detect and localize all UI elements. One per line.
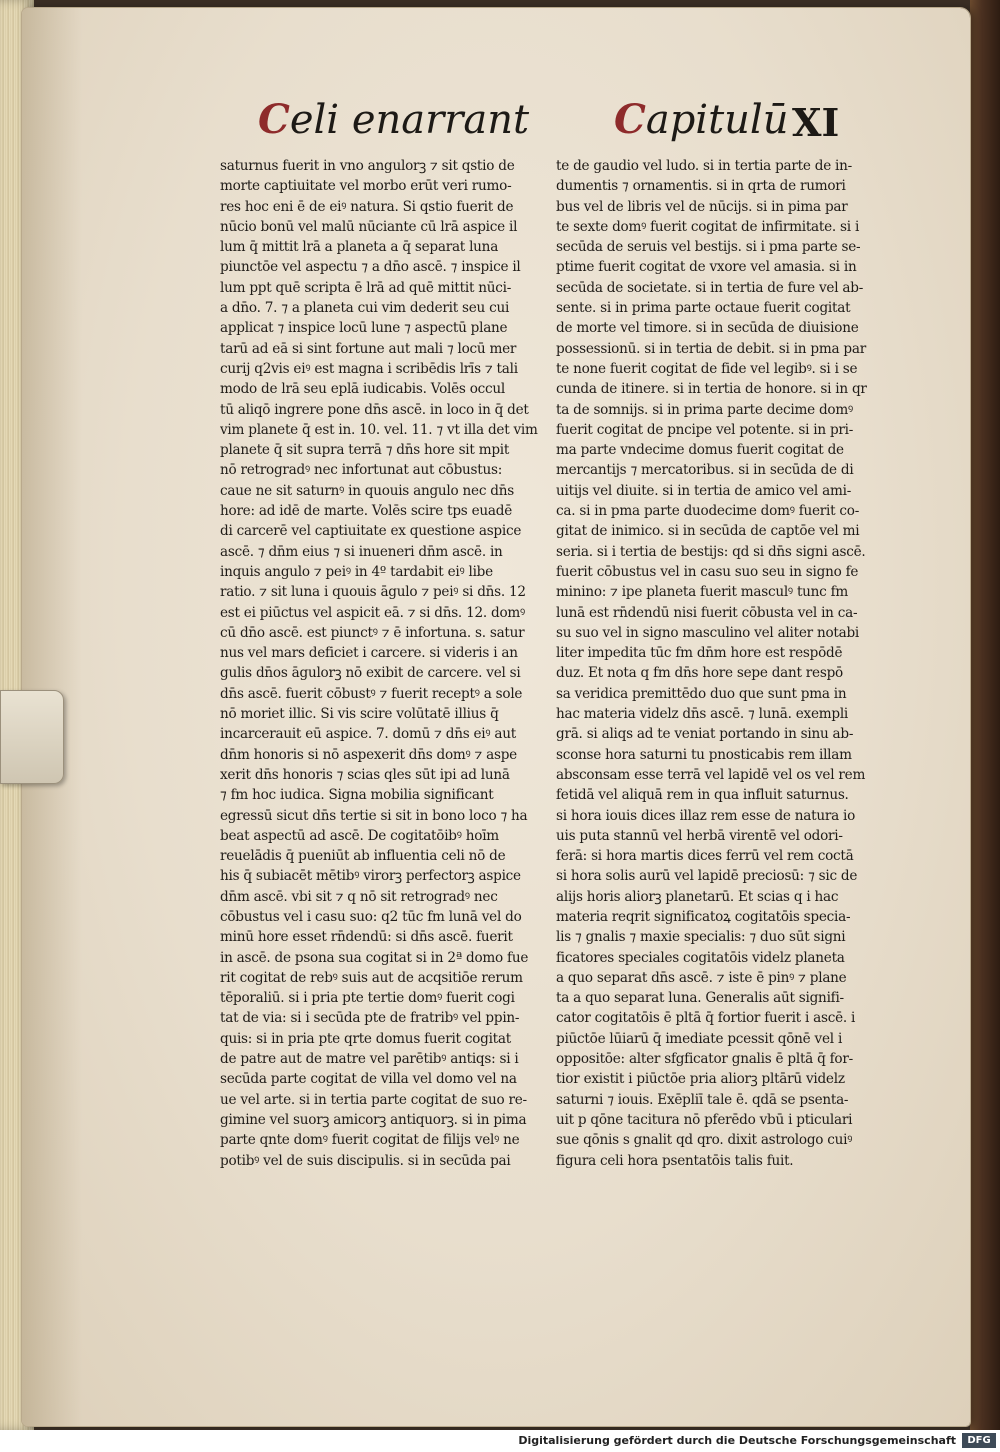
text-line: secūda parte cogitat de villa vel domo vel na [220,1071,517,1088]
text-line: a quo separat dn̄s ascē. ⁊ iste ē pinꝰ ⁊ plane [556,969,847,986]
text-line: tēporaliū. si i pria pte tertie domꝰ fuerit cogi [220,990,515,1007]
text-line: fuerit cogitat de pncipe vel potente. si in pri- [556,421,854,438]
text-line: ue vel arte. si in tertia parte cogitat de suo re- [220,1091,527,1108]
text-line: cunda de itinere. si in tertia de honore. si in qr [556,381,867,398]
running-head-left [258,96,529,143]
text-line: xerit dn̄s honoris ⁊ scias qles sūt ipi ad lunā [220,766,510,783]
running-head-left-text: eli enarrant [289,97,530,143]
dfg-logo: DFG [962,1433,996,1448]
text-line: curij q2vis eiꝰ est magna i scribēdis lrīs ⁊ tali [220,360,518,377]
text-line: planete q̄ sit supra terrā ⁊ dn̄s hore sit mpit [220,442,510,459]
text-line: est ei piūctus vel aspicit eā. ⁊ si dn̄s. 12. domꝰ [220,604,525,621]
text-line: saturni ⁊ iouis. Exēpliī tale ē. qdā se psenta- [556,1091,849,1108]
text-line: egressū sicut dn̄s tertie si sit in bono loco ⁊ ha [220,807,528,824]
running-head-right [614,96,788,143]
text-line: ta de somnijs. si in prima parte decime domꝰ [556,401,853,418]
text-line: beat aspectū ad ascē. De cogitatōibꝰ hoīm [220,827,499,844]
text-line: te none fuerit cogitat de fide vel legibꝰ. si i se [556,360,858,377]
text-line: te de gaudio vel ludo. si in tertia parte de in- [556,158,853,174]
text-line: saturnus fuerit in vno angulorꝫ ⁊ sit qstio de [220,158,515,174]
text-line: lunā est rn̄dendū nisi fuerit cōbusta vel in ca- [556,604,858,621]
chapter-number: XI [792,100,840,145]
text-line: dn̄s ascē. fuerit cōbustꝰ ⁊ fuerit receptꝰ a sole [220,685,523,702]
page-clip [0,690,64,784]
text-line: figura celi hora psentatōis talis fuit. [556,1152,794,1169]
text-line: sa veridica premittēdo duo que sunt pma in [556,685,847,702]
text-line: di carcerē vel captiuitate ex questione aspice [220,523,522,540]
text-line: fetidā vel aliquā rem in qua influit saturnus. [556,787,849,804]
text-line: possessionū. si in tertia de debit. si in pma par [556,340,866,357]
text-line: rit cogitat de rebꝰ suis aut de acqsitiōe rerum [220,969,523,986]
text-line: sue qōnis s gnalit qd qro. dixit astrologo cuiꝰ [556,1132,853,1149]
text-line: uis puta stannū vel herbā virentē vel odori- [556,827,843,844]
text-line: ⁊ fm hoc iudica. Signa mobilia significant [220,787,494,804]
text-line: oppositōe: alter sfgficator gnalis ē pltā q̄ for- [556,1051,853,1068]
text-line: secūda de seruis vel bestijs. si i pma parte se- [556,239,861,256]
text-line: minino: ⁊ ipe planeta fuerit masculꝰ tunc fm [556,584,849,601]
text-line: vim planete q̄ est in. 10. vel. 11. ⁊ vt illa det vim [220,421,538,438]
text-line: gulis dn̄os āgulorꝫ nō exibit de carcere. vel si [220,665,521,682]
text-line: morte captiuitate vel morbo erūt veri rumo- [220,178,512,195]
footer-bar [0,1430,1000,1452]
text-line: caue ne sit saturnꝰ in quouis angulo nec dn̄s [220,482,514,499]
text-line: sente. si in prima parte octaue fuerit cogitat [556,300,851,317]
text-line: absconsam esse terrā vel lapidē vel os vel rem [556,766,866,783]
text-line: grā. si aliqs ad te veniat portando in sinu ab- [556,726,854,743]
text-line: cator cogitatōis ē pltā q̄ fortior fuerit i ascē. i [556,1010,856,1027]
text-line: te sexte domꝰ fuerit cogitat de infirmitate. si i [556,218,860,235]
text-line: materia reqrit significatoꝝ cogitatōis specia- [556,908,851,925]
text-line: duz. Et nota q fm dn̄s hore sepe dant respō [556,665,843,682]
text-line: nus vel mars deficiet i carcere. si videris i an [220,645,518,662]
text-line: seria. si i tertia de bestijs: qd si dn̄s signi ascē. [556,543,866,560]
text-column-left [220,156,540,1171]
text-line: su suo vel in signo masculino vel aliter notabi [556,624,860,641]
text-line: ptime fuerit cogitat de vxore vel amasia. si in [556,259,857,276]
text-line: inquis angulo ⁊ peiꝰ in 4º tardabit eiꝰ libe [220,563,493,580]
text-line: secūda de societate. si in tertia de fure vel ab- [556,279,864,296]
text-line: fuerit cōbustus vel in casu suo seu in signo fe [556,563,859,580]
text-line: lum q̄ mittit lrā a planeta a q̄ separat luna [220,239,499,256]
book-binding [970,0,1000,1430]
text-line: quis: si in pria pte qrte domus fuerit cogitat [220,1030,511,1047]
text-line: ascē. ⁊ dn̄m eius ⁊ si inueneri dn̄m ascē. in [220,543,503,560]
text-line: mercantijs ⁊ mercatoribus. si in secūda de di [556,462,854,479]
text-line: bus vel de libris vel de nūcijs. si in pima par [556,198,848,215]
text-line: applicat ⁊ inspice locū lune ⁊ aspectū plane [220,320,508,337]
text-column-right [556,156,882,1171]
text-line: alijs horis aliorꝫ planetarū. Et scias q i hac [556,888,839,905]
text-line: uit p qōne tacitura nō pferēdo vbū i pticulari [556,1111,853,1128]
text-line: ta a quo separat luna. Generalis aūt signifi- [556,990,844,1007]
text-line: liter impedita tūc fm dn̄m hore est respōdē [556,645,843,662]
text-line: dn̄m ascē. vbi sit ⁊ q nō sit retrogradꝰ nec [220,888,498,905]
running-head-left-initial: C [258,96,290,143]
funding-credit: Digitalisierung gefördert durch die Deutsche Forschungsgemeinschaft [518,1434,956,1447]
text-line: dumentis ⁊ ornamentis. si in qrta de rumori [556,178,846,195]
text-line: hac materia videlz dn̄s ascē. ⁊ lunā. exempli [556,706,849,723]
text-line: his q̄ subiacēt mētibꝰ virorꝫ perfectorꝫ aspice [220,868,521,885]
text-line: minū hore esset rn̄dendū: si dn̄s ascē. fuerit [220,929,513,946]
text-line: gimine vel suorꝫ amicorꝫ antiquorꝫ. si in pima [220,1111,527,1128]
text-line: cū dn̄o ascē. est piunctꝰ ⁊ ē infortuna. s. satur [220,624,525,641]
text-line: potibꝰ vel de suis discipulis. si in secūda pai [220,1152,511,1169]
text-line: piunctōe vel aspectu ⁊ a dn̄o ascē. ⁊ inspice il [220,259,521,276]
text-line: modo de lrā seu eplā iudicabis. Volēs occul [220,381,505,398]
text-line: nūcio bonū vel malū nūciante cū lrā aspice il [220,218,518,235]
text-line: hore: ad idē de marte. Volēs scire tps euadē [220,503,512,520]
text-line: ferā: si hora martis dices ferrū vel rem coctā [556,848,854,865]
text-line: ficatores speciales cogitatōis videlz planeta [556,949,845,966]
running-head-right-text: apitulū [645,97,789,143]
text-line: ratio. ⁊ sit luna i quouis āgulo ⁊ peiꝰ si dn̄s. 12 [220,584,526,601]
text-line: lum ppt quē scripta ē lrā ad quē mittit nūci- [220,279,512,296]
text-line: ma parte vndecime domus fuerit cogitat de [556,442,844,459]
text-line: tior existit i piūctōe pria aliorꝫ pltārū videlz [556,1071,845,1088]
text-line: tū aliqō ingrere pone dn̄s ascē. in loco in q̄ det [220,401,529,418]
text-line: tat de via: si i secūda pte de fratribꝰ vel ppin- [220,1010,520,1027]
text-line: sconse hora saturni tu pnosticabis rem illam [556,746,852,763]
text-line: nō retrogradꝰ nec infortunat aut cōbustus: [220,462,503,479]
text-line: nō moriet illic. Si vis scire volūtatē illius q̄ [220,706,499,723]
text-line: ca. si in pma parte duodecime domꝰ fuerit co- [556,503,860,520]
text-line: de morte vel timore. si in secūda de diuisione [556,320,859,337]
text-line: a dn̄o. 7. ⁊ a planeta cui vim dederit seu cui [220,300,510,317]
text-line: res hoc eni ē de eiꝰ natura. Si qstio fuerit de [220,198,514,215]
text-line: tarū ad eā si sint fortune aut mali ⁊ locū mer [220,340,517,357]
text-line: incarcerauit eū aspice. 7. domū ⁊ dn̄s eiꝰ aut [220,726,516,743]
text-line: si hora solis aurū vel lapidē preciosū: ⁊ sic de [556,868,858,885]
text-line: dn̄m honoris si nō aspexerit dn̄s domꝰ ⁊ aspe [220,746,517,763]
text-line: si hora iouis dices illaz rem esse de natura io [556,807,856,824]
text-line: lis ⁊ gnalis ⁊ maxie specialis: ⁊ duo sūt signi [556,929,846,946]
text-line: piūctōe lūiarū q̄ imediate pcessit qōnē vel i [556,1030,843,1047]
text-line: de patre aut de matre vel parētibꝰ antiqs: si i [220,1051,519,1068]
text-line: gitat de inimico. si in secūda de captōe vel mi [556,523,860,540]
text-line: reuelādis q̄ pueniūt ab influentia celi nō de [220,848,506,865]
text-line: in ascē. de psona sua cogitat si in 2ª domo fue [220,949,529,966]
text-line: uitijs vel diuite. si in tertia de amico vel ami- [556,482,852,499]
text-line: cōbustus vel i casu suo: q2 tūc fm lunā vel do [220,908,522,925]
text-line: parte qnte domꝰ fuerit cogitat de filijs velꝰ ne [220,1132,520,1149]
running-head-right-initial: C [614,96,646,143]
